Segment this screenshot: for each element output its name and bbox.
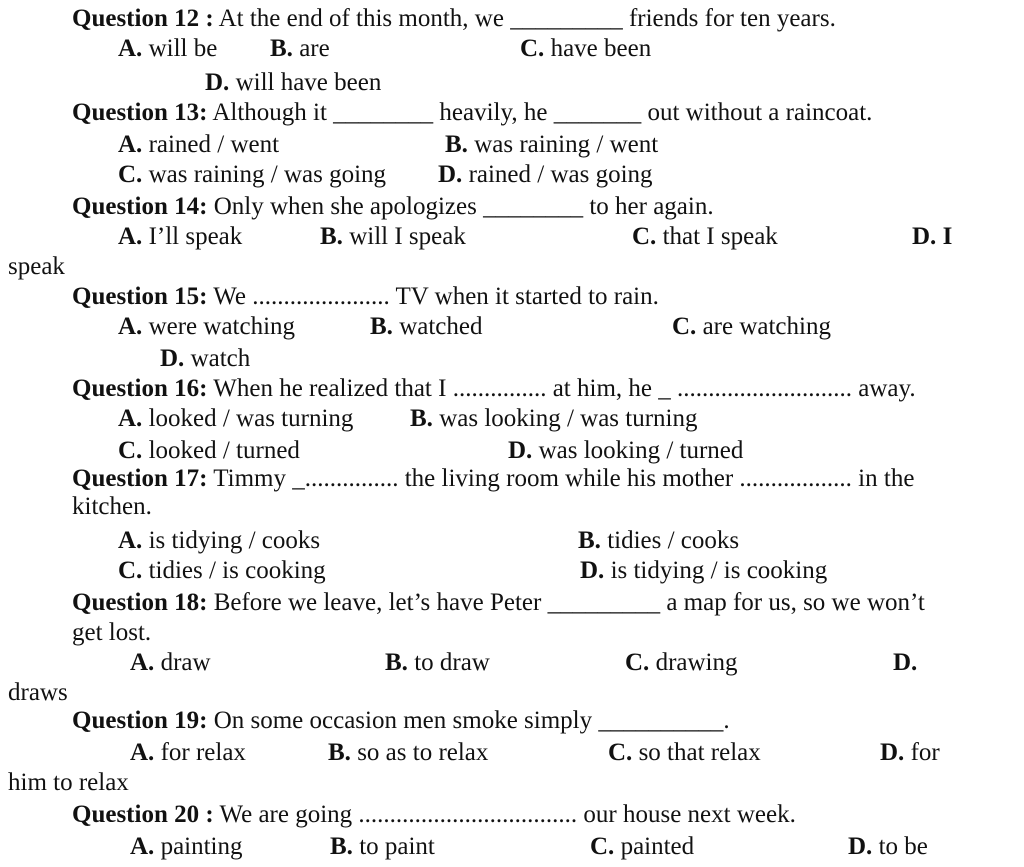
q19-option-c[interactable]: C. so that relax — [608, 739, 761, 766]
answer-blank: _ ............................ — [658, 375, 852, 402]
q20-option-b[interactable]: B. to paint — [330, 833, 435, 860]
question-label: Question 18: — [72, 589, 208, 616]
q16-option-b[interactable]: B. was looking / was turning — [410, 405, 698, 432]
q17-option-a[interactable]: A. is tidying / cooks — [118, 527, 321, 554]
answer-blank: ________ — [483, 193, 584, 220]
question-label: Question 12 : — [72, 5, 214, 32]
answer-blank: _________ — [547, 589, 661, 616]
q14-option-c[interactable]: C. that I speak — [632, 223, 778, 250]
question-label: Question 17: — [72, 465, 208, 492]
q14-option-b[interactable]: B. will I speak — [320, 223, 466, 250]
answer-blank: ...................... — [252, 283, 390, 310]
answer-blank: _________ — [510, 5, 623, 32]
q13-option-a[interactable]: A. rained / went — [118, 131, 280, 158]
q12-option-a[interactable]: A. will be — [118, 35, 218, 62]
q19-option-b[interactable]: B. so as to relax — [328, 739, 489, 766]
q15-option-a[interactable]: A. were watching — [118, 313, 296, 340]
q20-option-c[interactable]: C. painted — [590, 833, 695, 860]
q19-option-a[interactable]: A. for relax — [130, 739, 246, 766]
q17-option-c[interactable]: C. tidies / is cooking — [118, 557, 326, 584]
q19-option-d-continued: him to relax — [8, 769, 129, 796]
question-13-stem: Question 13: Although it ________ heavily, he _______ out without a raincoat. — [72, 99, 873, 126]
q12-option-d[interactable]: D. will have been — [205, 69, 382, 96]
question-18-stem-continued: get lost. — [72, 619, 152, 646]
question-17-stem: Question 17: Timmy _............... the living room while his mother .................. in the — [72, 465, 915, 492]
question-label: Question 15: — [72, 283, 208, 310]
question-label: Question 13: — [72, 99, 208, 126]
q16-option-a[interactable]: A. looked / was turning — [118, 405, 354, 432]
q14-option-d[interactable]: D. I — [912, 223, 953, 250]
question-15-stem: Question 15: We ...................... TV when it started to rain. — [72, 283, 659, 310]
answer-blank: ............... — [452, 375, 547, 402]
q13-option-b[interactable]: B. was raining / went — [445, 131, 659, 158]
q12-option-c[interactable]: C. have been — [520, 35, 652, 62]
q14-option-a[interactable]: A. I’ll speak — [118, 223, 243, 250]
q15-option-c[interactable]: C. are watching — [672, 313, 831, 340]
q18-option-d[interactable]: D. — [893, 649, 918, 676]
question-label: Question 19: — [72, 707, 208, 734]
q17-option-d[interactable]: D. is tidying / is cooking — [580, 557, 828, 584]
question-label: Question 20 : — [72, 801, 214, 828]
answer-blank: ................................... — [358, 801, 578, 828]
question-12-stem: Question 12 : At the end of this month, we _________ friends for ten years. — [72, 5, 836, 32]
q15-option-b[interactable]: B. watched — [370, 313, 483, 340]
question-18-stem: Question 18: Before we leave, let’s have Peter _________ a map for us, so we won’t — [72, 589, 925, 616]
q14-option-d-continued: speak — [8, 253, 65, 280]
question-16-stem: Question 16: When he realized that I ............... at him, he _ ............................ away. — [72, 375, 916, 402]
q18-option-a[interactable]: A. draw — [130, 649, 211, 676]
question-19-stem: Question 19: On some occasion men smoke simply __________. — [72, 707, 730, 734]
q16-option-c[interactable]: C. looked / turned — [118, 437, 300, 464]
q15-option-d[interactable]: D. watch — [160, 345, 251, 372]
q18-option-c[interactable]: C. drawing — [625, 649, 738, 676]
question-20-stem: Question 20 : We are going ................................... our house next week. — [72, 801, 796, 828]
q12-option-b[interactable]: B. are — [270, 35, 330, 62]
question-14-stem: Question 14: Only when she apologizes ________ to her again. — [72, 193, 714, 220]
question-label: Question 16: — [72, 375, 208, 402]
answer-blank: __________ — [598, 707, 724, 734]
q13-option-d[interactable]: D. rained / was going — [438, 161, 653, 188]
q13-option-c[interactable]: C. was raining / was going — [118, 161, 387, 188]
q17-option-b[interactable]: B. tidies / cooks — [578, 527, 740, 554]
answer-blank: ________ — [333, 99, 434, 126]
q16-option-d[interactable]: D. was looking / turned — [508, 437, 744, 464]
q20-option-a[interactable]: A. painting — [130, 833, 243, 860]
question-17-stem-continued: kitchen. — [72, 493, 152, 520]
answer-blank: _............... — [292, 465, 399, 492]
q20-option-d[interactable]: D. to be — [848, 833, 928, 860]
q18-option-d-continued: draws — [8, 679, 68, 706]
q18-option-b[interactable]: B. to draw — [385, 649, 490, 676]
answer-blank: _______ — [553, 99, 642, 126]
q19-option-d[interactable]: D. for — [880, 739, 940, 766]
question-label: Question 14: — [72, 193, 208, 220]
answer-blank: .................. — [739, 465, 852, 492]
